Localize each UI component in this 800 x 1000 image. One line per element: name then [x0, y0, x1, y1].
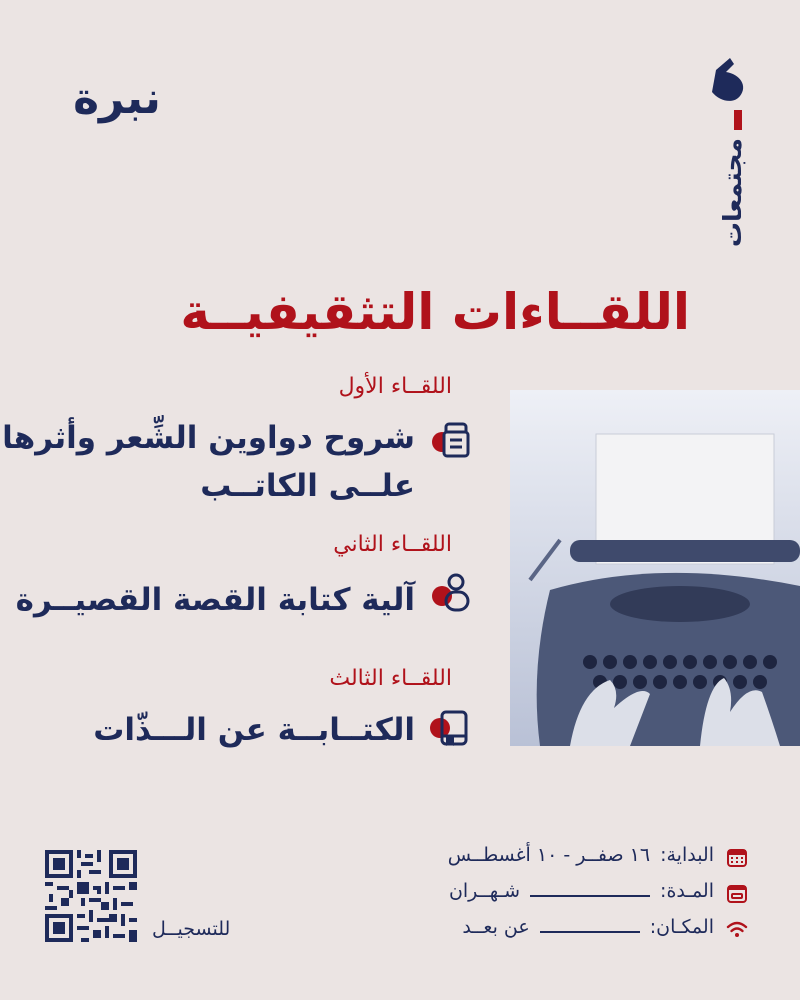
session-2-title: آلية كتابة القصة القصيــرة — [15, 582, 415, 618]
brand-text: مجتمعات — [718, 138, 747, 248]
place-label: المكـان: — [649, 916, 714, 938]
session-2-label: اللقــاء الثاني — [333, 532, 452, 557]
session-1-title-line2: علــى الكاتــب — [200, 468, 415, 504]
duration-line — [530, 885, 650, 897]
session-1-label: اللقــاء الأول — [338, 374, 452, 399]
session-3-title: الكتــابــة عن الـــذّات — [93, 712, 415, 748]
brand-mark-icon — [700, 52, 760, 142]
nabra-logo — [52, 64, 182, 134]
session-3-label: اللقــاء الثالث — [329, 666, 452, 691]
people-icon — [428, 572, 472, 616]
info-place — [462, 916, 714, 938]
bookmark-book-icon — [428, 706, 472, 750]
page-title: اللقــاءات التثقيفيــة — [180, 283, 690, 341]
wifi-icon — [726, 918, 748, 940]
calendar-icon — [726, 846, 748, 868]
duration-calendar-icon — [726, 882, 748, 904]
info-start — [448, 844, 714, 866]
typewriter-photo — [510, 390, 800, 746]
registration-qr-code[interactable] — [45, 850, 137, 942]
logo-text: نبرة — [73, 73, 161, 124]
mujtamaat-brand — [700, 52, 760, 252]
place-line — [540, 921, 640, 933]
info-duration — [449, 880, 714, 902]
document-icon — [428, 418, 472, 462]
duration-value: شـهــران — [448, 880, 521, 902]
duration-label: المـدة: — [660, 880, 714, 902]
start-value: ١٦ صفــر - ١٠ أغسطــس — [447, 844, 651, 866]
start-label: البداية: — [660, 844, 714, 866]
register-label: للتسجيــل — [152, 918, 231, 940]
place-value: عن بعــد — [462, 916, 530, 938]
session-1-title — [2, 414, 415, 510]
session-1-title-line1: شروح دواوين الشِّعر وأثرها — [2, 420, 415, 456]
